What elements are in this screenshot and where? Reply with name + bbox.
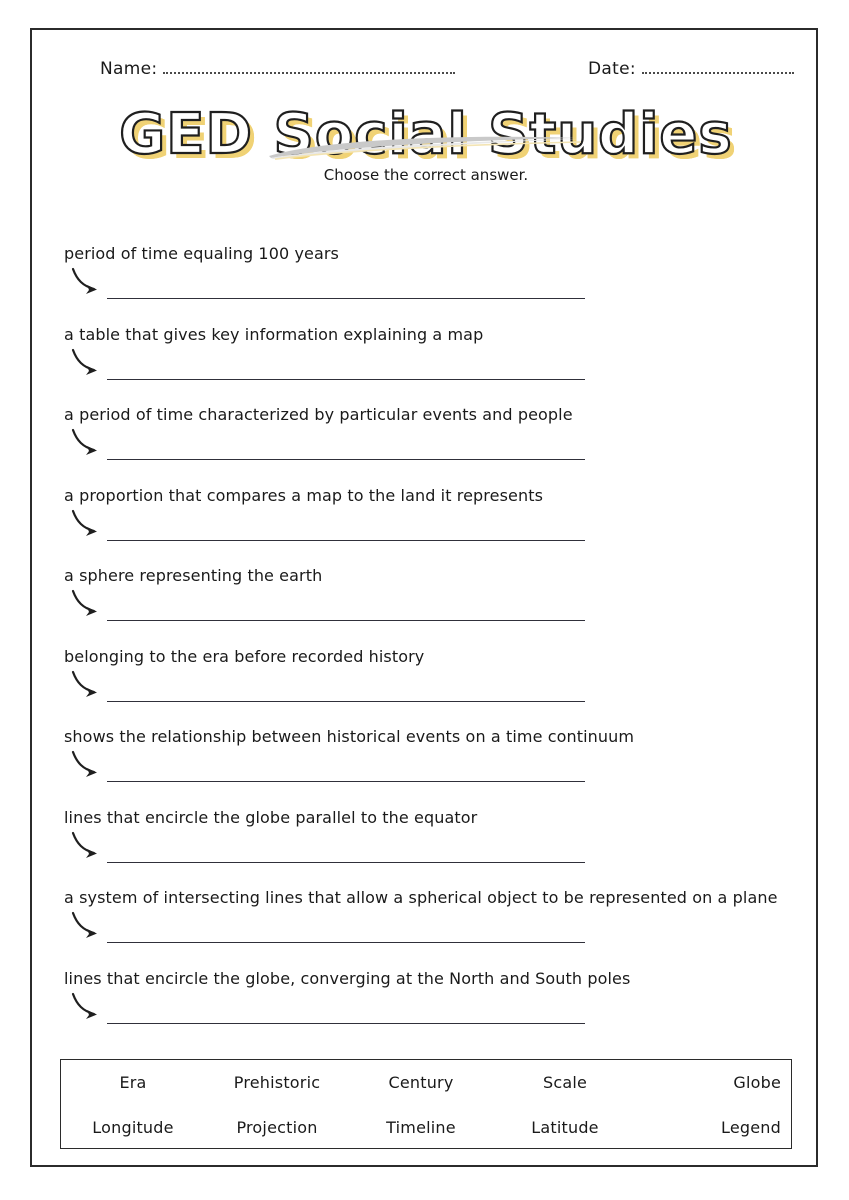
answer-line[interactable]: [107, 379, 585, 380]
question-item: [32, 727, 820, 808]
swoosh-underline-icon: [265, 134, 583, 160]
answer-line[interactable]: [107, 781, 585, 782]
answer-line[interactable]: [107, 862, 585, 863]
curved-arrow-icon: [70, 910, 104, 940]
page-title: GED Social Studies: [119, 102, 733, 167]
answer-line[interactable]: [107, 298, 585, 299]
answer-line[interactable]: [107, 942, 585, 943]
question-text: a proportion that compares a map to the land it represents: [64, 485, 544, 505]
word-bank-item[interactable]: Legend: [721, 1118, 781, 1137]
word-bank-item[interactable]: Longitude: [92, 1118, 174, 1137]
date-write-line[interactable]: [642, 58, 794, 74]
word-bank-row: [61, 1105, 791, 1150]
question-item: [32, 325, 820, 406]
question-text: lines that encircle the globe parallel to the equator: [64, 807, 478, 827]
word-bank-item[interactable]: Scale: [542, 1073, 588, 1092]
curved-arrow-icon: [70, 830, 104, 860]
instructions-text: Choose the correct answer.: [323, 166, 529, 184]
word-bank-item[interactable]: Timeline: [386, 1118, 456, 1137]
question-text: a system of intersecting lines that allow a spherical object to be represented on a plane: [64, 888, 778, 907]
date-field[interactable]: [588, 58, 794, 79]
word-bank-item[interactable]: Century: [388, 1073, 454, 1092]
answer-line[interactable]: [107, 459, 585, 460]
word-bank-item[interactable]: Latitude: [531, 1118, 599, 1137]
question-text: lines that encircle the globe, converging at the North and South poles: [64, 968, 631, 988]
name-field[interactable]: [100, 58, 455, 79]
question-item: [32, 244, 820, 325]
question-text: period of time equaling 100 years: [64, 244, 339, 263]
curved-arrow-icon: [70, 991, 104, 1021]
word-bank-row: [61, 1060, 791, 1105]
question-text: shows the relationship between historical events on a time continuum: [64, 727, 635, 746]
question-item: [32, 808, 820, 889]
date-label: Date:: [588, 59, 636, 79]
question-item: [32, 647, 820, 728]
question-text: a period of time characterized by particular events and people: [64, 405, 573, 424]
question-item: [32, 969, 820, 1050]
questions-list: [32, 244, 820, 1049]
question-text: a sphere representing the earth: [64, 566, 323, 585]
word-bank: [60, 1059, 792, 1149]
word-bank-item[interactable]: Projection: [236, 1118, 318, 1137]
answer-line[interactable]: [107, 701, 585, 702]
name-label: Name:: [100, 59, 158, 79]
curved-arrow-icon: [70, 508, 104, 538]
answer-line[interactable]: [107, 1023, 585, 1024]
word-bank-item[interactable]: Prehistoric: [233, 1073, 321, 1092]
name-write-line[interactable]: [163, 58, 455, 74]
curved-arrow-icon: [70, 669, 104, 699]
question-item: [32, 405, 820, 486]
word-bank-item[interactable]: Era: [119, 1073, 147, 1092]
question-text: belonging to the era before recorded history: [64, 646, 425, 666]
curved-arrow-icon: [70, 588, 104, 618]
word-bank-item[interactable]: Globe: [733, 1073, 781, 1092]
answer-line[interactable]: [107, 620, 585, 621]
answer-line[interactable]: [107, 540, 585, 541]
question-text: a table that gives key information explaining a map: [64, 324, 484, 344]
curved-arrow-icon: [70, 427, 104, 457]
question-item: [32, 486, 820, 567]
worksheet-frame: [30, 28, 818, 1167]
question-item: [32, 566, 820, 647]
header-row: [32, 58, 820, 94]
curved-arrow-icon: [70, 266, 104, 296]
curved-arrow-icon: [70, 749, 104, 779]
curved-arrow-icon: [70, 347, 104, 377]
question-item: [32, 888, 820, 969]
